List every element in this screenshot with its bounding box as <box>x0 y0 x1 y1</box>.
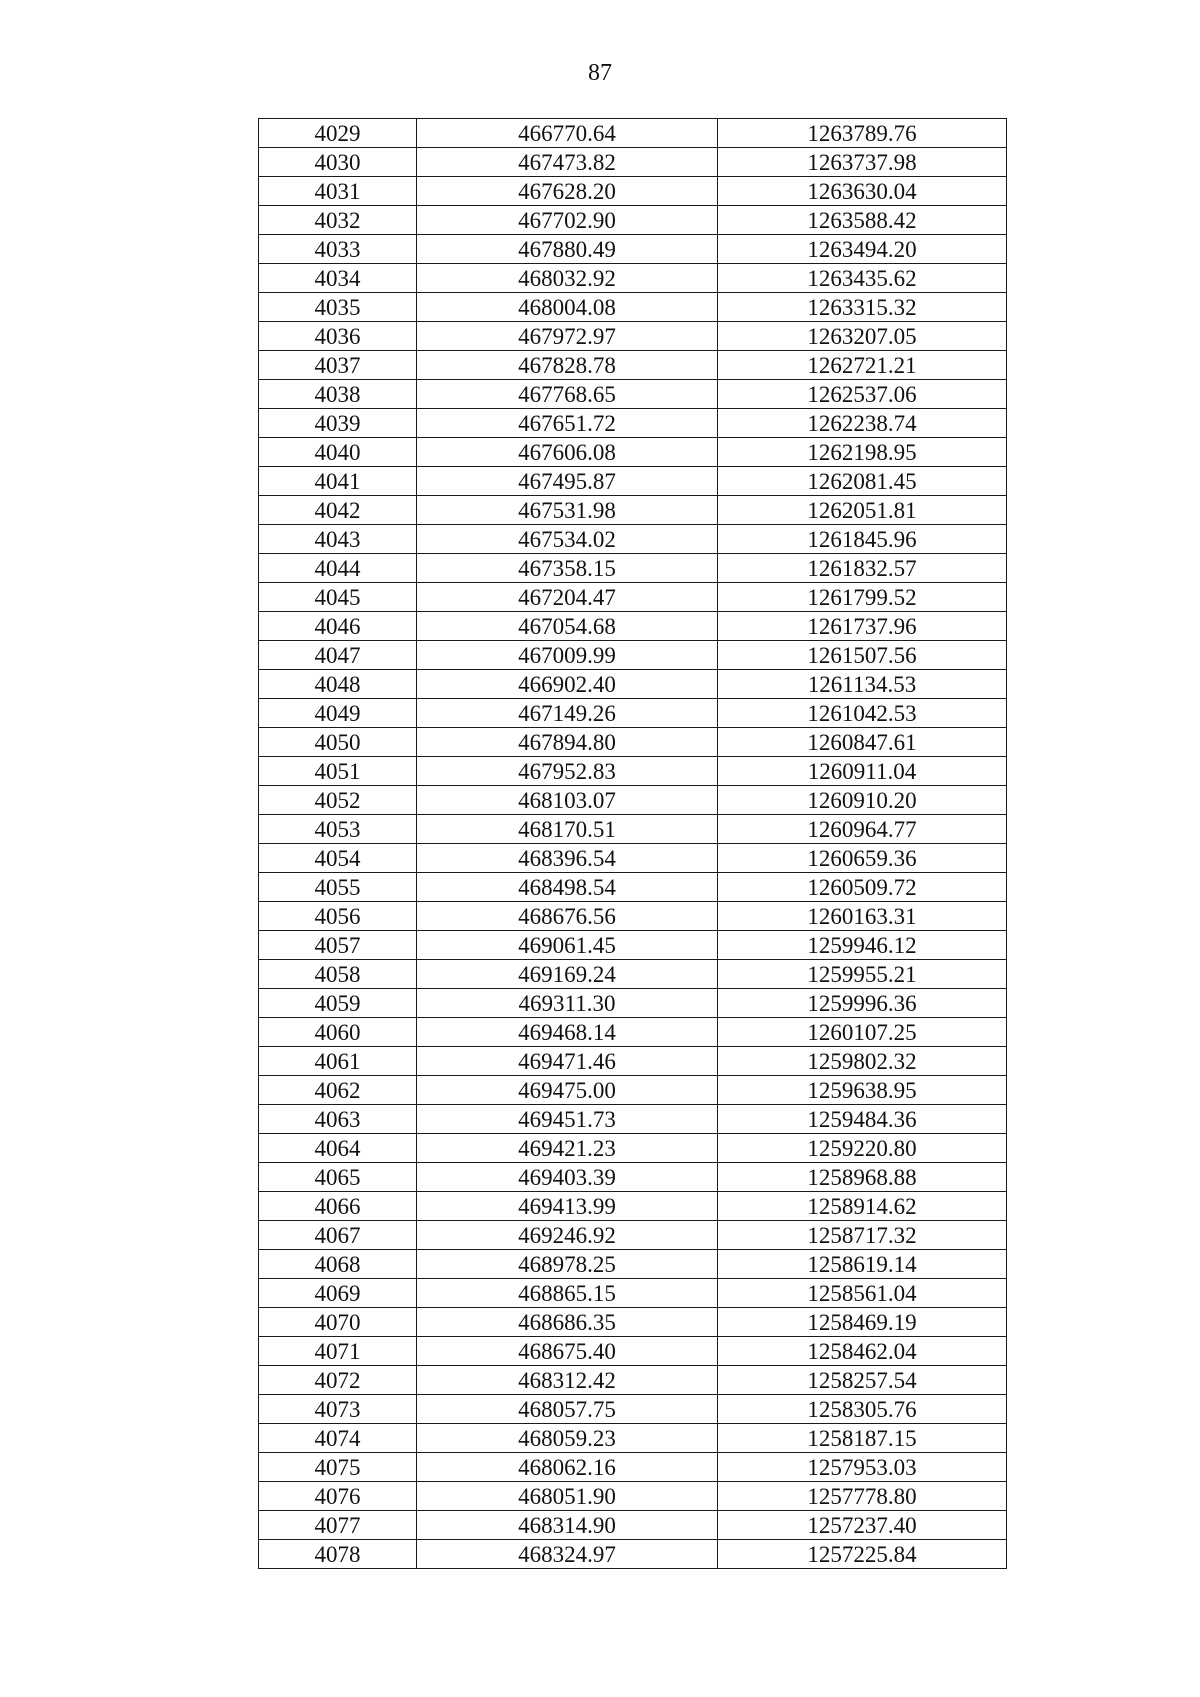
point-number-cell: 4067 <box>259 1221 417 1250</box>
y-coordinate-cell: 1258717.32 <box>718 1221 1007 1250</box>
point-number-cell: 4057 <box>259 931 417 960</box>
table-row <box>259 380 1007 409</box>
x-coordinate-cell: 469475.00 <box>417 1076 718 1105</box>
point-number-cell: 4044 <box>259 554 417 583</box>
table-row <box>259 1134 1007 1163</box>
x-coordinate-cell: 467768.65 <box>417 380 718 409</box>
point-number-cell: 4048 <box>259 670 417 699</box>
y-coordinate-cell: 1262721.21 <box>718 351 1007 380</box>
y-coordinate-cell: 1260910.20 <box>718 786 1007 815</box>
x-coordinate-cell: 467894.80 <box>417 728 718 757</box>
y-coordinate-cell: 1263494.20 <box>718 235 1007 264</box>
x-coordinate-cell: 468498.54 <box>417 873 718 902</box>
point-number-cell: 4047 <box>259 641 417 670</box>
x-coordinate-cell: 468170.51 <box>417 815 718 844</box>
x-coordinate-cell: 468978.25 <box>417 1250 718 1279</box>
x-coordinate-cell: 467495.87 <box>417 467 718 496</box>
table-row <box>259 1076 1007 1105</box>
x-coordinate-cell: 468865.15 <box>417 1279 718 1308</box>
x-coordinate-cell: 469468.14 <box>417 1018 718 1047</box>
point-number-cell: 4038 <box>259 380 417 409</box>
y-coordinate-cell: 1257778.80 <box>718 1482 1007 1511</box>
table-row <box>259 177 1007 206</box>
y-coordinate-cell: 1262537.06 <box>718 380 1007 409</box>
point-number-cell: 4052 <box>259 786 417 815</box>
table-row <box>259 902 1007 931</box>
y-coordinate-cell: 1260659.36 <box>718 844 1007 873</box>
y-coordinate-cell: 1259220.80 <box>718 1134 1007 1163</box>
y-coordinate-cell: 1258561.04 <box>718 1279 1007 1308</box>
point-number-cell: 4036 <box>259 322 417 351</box>
x-coordinate-cell: 467473.82 <box>417 148 718 177</box>
x-coordinate-cell: 469421.23 <box>417 1134 718 1163</box>
point-number-cell: 4043 <box>259 525 417 554</box>
point-number-cell: 4056 <box>259 902 417 931</box>
x-coordinate-cell: 469246.92 <box>417 1221 718 1250</box>
x-coordinate-cell: 468676.56 <box>417 902 718 931</box>
table-row <box>259 554 1007 583</box>
point-number-cell: 4053 <box>259 815 417 844</box>
x-coordinate-cell: 467358.15 <box>417 554 718 583</box>
table-row <box>259 409 1007 438</box>
x-coordinate-cell: 468686.35 <box>417 1308 718 1337</box>
table-row <box>259 1047 1007 1076</box>
y-coordinate-cell: 1259946.12 <box>718 931 1007 960</box>
table-row <box>259 670 1007 699</box>
table-row <box>259 293 1007 322</box>
table-row <box>259 1482 1007 1511</box>
x-coordinate-cell: 468103.07 <box>417 786 718 815</box>
x-coordinate-cell: 469451.73 <box>417 1105 718 1134</box>
point-number-cell: 4075 <box>259 1453 417 1482</box>
table-row <box>259 844 1007 873</box>
x-coordinate-cell: 468396.54 <box>417 844 718 873</box>
x-coordinate-cell: 469413.99 <box>417 1192 718 1221</box>
table-row <box>259 1540 1007 1569</box>
table-row <box>259 351 1007 380</box>
point-number-cell: 4055 <box>259 873 417 902</box>
table-row <box>259 1250 1007 1279</box>
y-coordinate-cell: 1257225.84 <box>718 1540 1007 1569</box>
y-coordinate-cell: 1260107.25 <box>718 1018 1007 1047</box>
x-coordinate-cell: 467054.68 <box>417 612 718 641</box>
x-coordinate-cell: 468059.23 <box>417 1424 718 1453</box>
y-coordinate-cell: 1258462.04 <box>718 1337 1007 1366</box>
x-coordinate-cell: 467702.90 <box>417 206 718 235</box>
point-number-cell: 4031 <box>259 177 417 206</box>
table-row <box>259 1337 1007 1366</box>
x-coordinate-cell: 469471.46 <box>417 1047 718 1076</box>
table-row <box>259 1192 1007 1221</box>
y-coordinate-cell: 1259484.36 <box>718 1105 1007 1134</box>
table-row <box>259 119 1007 148</box>
table-row <box>259 612 1007 641</box>
x-coordinate-cell: 467828.78 <box>417 351 718 380</box>
table-row <box>259 496 1007 525</box>
point-number-cell: 4046 <box>259 612 417 641</box>
table-row <box>259 873 1007 902</box>
table-row <box>259 931 1007 960</box>
y-coordinate-cell: 1259955.21 <box>718 960 1007 989</box>
coordinates-table <box>258 118 1007 1569</box>
table-row <box>259 1221 1007 1250</box>
y-coordinate-cell: 1261042.53 <box>718 699 1007 728</box>
y-coordinate-cell: 1261799.52 <box>718 583 1007 612</box>
y-coordinate-cell: 1257237.40 <box>718 1511 1007 1540</box>
y-coordinate-cell: 1258469.19 <box>718 1308 1007 1337</box>
x-coordinate-cell: 469311.30 <box>417 989 718 1018</box>
point-number-cell: 4032 <box>259 206 417 235</box>
x-coordinate-cell: 468314.90 <box>417 1511 718 1540</box>
y-coordinate-cell: 1263789.76 <box>718 119 1007 148</box>
y-coordinate-cell: 1259996.36 <box>718 989 1007 1018</box>
point-number-cell: 4040 <box>259 438 417 467</box>
point-number-cell: 4072 <box>259 1366 417 1395</box>
table-row <box>259 322 1007 351</box>
y-coordinate-cell: 1262198.95 <box>718 438 1007 467</box>
y-coordinate-cell: 1258968.88 <box>718 1163 1007 1192</box>
x-coordinate-cell: 468312.42 <box>417 1366 718 1395</box>
table-row <box>259 525 1007 554</box>
y-coordinate-cell: 1260964.77 <box>718 815 1007 844</box>
table-row <box>259 1511 1007 1540</box>
y-coordinate-cell: 1261832.57 <box>718 554 1007 583</box>
point-number-cell: 4070 <box>259 1308 417 1337</box>
x-coordinate-cell: 468324.97 <box>417 1540 718 1569</box>
table-row <box>259 148 1007 177</box>
table-row <box>259 1279 1007 1308</box>
point-number-cell: 4049 <box>259 699 417 728</box>
y-coordinate-cell: 1263435.62 <box>718 264 1007 293</box>
y-coordinate-cell: 1258187.15 <box>718 1424 1007 1453</box>
point-number-cell: 4071 <box>259 1337 417 1366</box>
point-number-cell: 4078 <box>259 1540 417 1569</box>
y-coordinate-cell: 1260911.04 <box>718 757 1007 786</box>
x-coordinate-cell: 467149.26 <box>417 699 718 728</box>
point-number-cell: 4058 <box>259 960 417 989</box>
x-coordinate-cell: 468675.40 <box>417 1337 718 1366</box>
table-row <box>259 1366 1007 1395</box>
point-number-cell: 4035 <box>259 293 417 322</box>
point-number-cell: 4045 <box>259 583 417 612</box>
point-number-cell: 4042 <box>259 496 417 525</box>
x-coordinate-cell: 467952.83 <box>417 757 718 786</box>
table-row <box>259 989 1007 1018</box>
table-row <box>259 815 1007 844</box>
table-row <box>259 757 1007 786</box>
point-number-cell: 4051 <box>259 757 417 786</box>
table-row <box>259 1308 1007 1337</box>
table-row <box>259 1163 1007 1192</box>
x-coordinate-cell: 469169.24 <box>417 960 718 989</box>
x-coordinate-cell: 469061.45 <box>417 931 718 960</box>
point-number-cell: 4077 <box>259 1511 417 1540</box>
point-number-cell: 4039 <box>259 409 417 438</box>
table-row <box>259 728 1007 757</box>
table-row <box>259 235 1007 264</box>
y-coordinate-cell: 1258257.54 <box>718 1366 1007 1395</box>
table-row <box>259 960 1007 989</box>
x-coordinate-cell: 468004.08 <box>417 293 718 322</box>
y-coordinate-cell: 1258619.14 <box>718 1250 1007 1279</box>
point-number-cell: 4054 <box>259 844 417 873</box>
x-coordinate-cell: 468051.90 <box>417 1482 718 1511</box>
y-coordinate-cell: 1262051.81 <box>718 496 1007 525</box>
point-number-cell: 4041 <box>259 467 417 496</box>
x-coordinate-cell: 467534.02 <box>417 525 718 554</box>
table-row <box>259 1018 1007 1047</box>
table-body <box>259 119 1007 1569</box>
y-coordinate-cell: 1263315.32 <box>718 293 1007 322</box>
y-coordinate-cell: 1260163.31 <box>718 902 1007 931</box>
x-coordinate-cell: 467651.72 <box>417 409 718 438</box>
table-row <box>259 583 1007 612</box>
y-coordinate-cell: 1261134.53 <box>718 670 1007 699</box>
y-coordinate-cell: 1260509.72 <box>718 873 1007 902</box>
x-coordinate-cell: 468057.75 <box>417 1395 718 1424</box>
y-coordinate-cell: 1262238.74 <box>718 409 1007 438</box>
point-number-cell: 4030 <box>259 148 417 177</box>
point-number-cell: 4033 <box>259 235 417 264</box>
point-number-cell: 4034 <box>259 264 417 293</box>
point-number-cell: 4065 <box>259 1163 417 1192</box>
table-row <box>259 641 1007 670</box>
y-coordinate-cell: 1258914.62 <box>718 1192 1007 1221</box>
x-coordinate-cell: 467880.49 <box>417 235 718 264</box>
x-coordinate-cell: 467606.08 <box>417 438 718 467</box>
table-row <box>259 786 1007 815</box>
table-row <box>259 699 1007 728</box>
x-coordinate-cell: 469403.39 <box>417 1163 718 1192</box>
point-number-cell: 4063 <box>259 1105 417 1134</box>
y-coordinate-cell: 1261737.96 <box>718 612 1007 641</box>
point-number-cell: 4074 <box>259 1424 417 1453</box>
table-row <box>259 467 1007 496</box>
x-coordinate-cell: 468032.92 <box>417 264 718 293</box>
point-number-cell: 4060 <box>259 1018 417 1047</box>
page-number: 87 <box>588 60 612 86</box>
x-coordinate-cell: 466770.64 <box>417 119 718 148</box>
y-coordinate-cell: 1261507.56 <box>718 641 1007 670</box>
point-number-cell: 4037 <box>259 351 417 380</box>
table-row <box>259 1105 1007 1134</box>
table-row <box>259 264 1007 293</box>
table-row <box>259 1424 1007 1453</box>
point-number-cell: 4029 <box>259 119 417 148</box>
point-number-cell: 4069 <box>259 1279 417 1308</box>
x-coordinate-cell: 467531.98 <box>417 496 718 525</box>
table-row <box>259 438 1007 467</box>
point-number-cell: 4062 <box>259 1076 417 1105</box>
x-coordinate-cell: 467009.99 <box>417 641 718 670</box>
y-coordinate-cell: 1259638.95 <box>718 1076 1007 1105</box>
x-coordinate-cell: 467628.20 <box>417 177 718 206</box>
point-number-cell: 4068 <box>259 1250 417 1279</box>
table-row <box>259 206 1007 235</box>
y-coordinate-cell: 1261845.96 <box>718 525 1007 554</box>
y-coordinate-cell: 1263207.05 <box>718 322 1007 351</box>
point-number-cell: 4050 <box>259 728 417 757</box>
y-coordinate-cell: 1263588.42 <box>718 206 1007 235</box>
y-coordinate-cell: 1259802.32 <box>718 1047 1007 1076</box>
x-coordinate-cell: 466902.40 <box>417 670 718 699</box>
point-number-cell: 4059 <box>259 989 417 1018</box>
point-number-cell: 4066 <box>259 1192 417 1221</box>
x-coordinate-cell: 468062.16 <box>417 1453 718 1482</box>
point-number-cell: 4073 <box>259 1395 417 1424</box>
y-coordinate-cell: 1258305.76 <box>718 1395 1007 1424</box>
y-coordinate-cell: 1263630.04 <box>718 177 1007 206</box>
table-row <box>259 1395 1007 1424</box>
y-coordinate-cell: 1263737.98 <box>718 148 1007 177</box>
y-coordinate-cell: 1260847.61 <box>718 728 1007 757</box>
point-number-cell: 4076 <box>259 1482 417 1511</box>
y-coordinate-cell: 1262081.45 <box>718 467 1007 496</box>
y-coordinate-cell: 1257953.03 <box>718 1453 1007 1482</box>
point-number-cell: 4064 <box>259 1134 417 1163</box>
x-coordinate-cell: 467204.47 <box>417 583 718 612</box>
point-number-cell: 4061 <box>259 1047 417 1076</box>
table-row <box>259 1453 1007 1482</box>
x-coordinate-cell: 467972.97 <box>417 322 718 351</box>
